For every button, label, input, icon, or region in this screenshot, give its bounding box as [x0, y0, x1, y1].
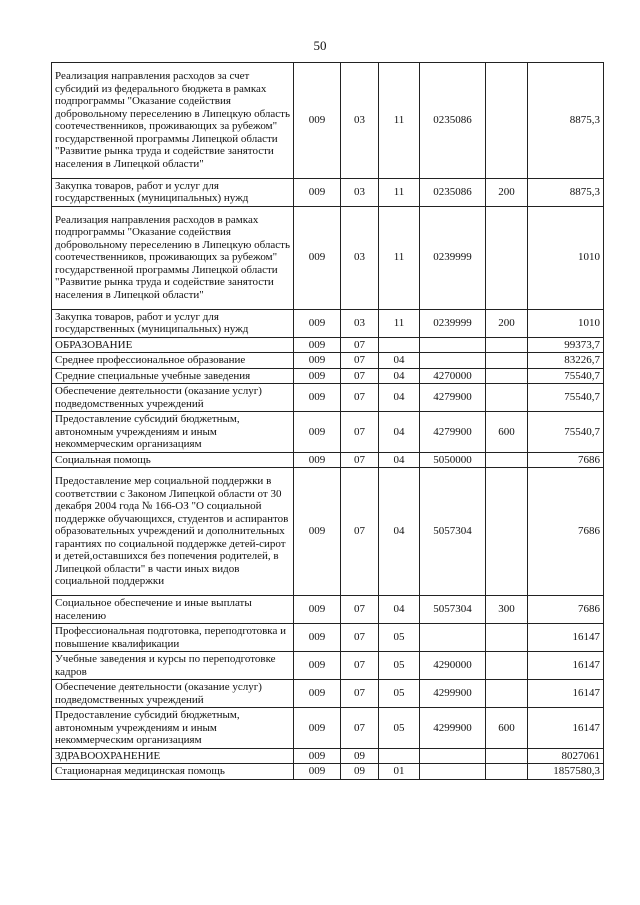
table-row: [52, 748, 604, 764]
row-ministry-code: 009: [294, 468, 341, 596]
table-row: [52, 309, 604, 337]
row-amount: 75540,7: [528, 368, 604, 384]
row-section-code: 07: [341, 452, 379, 468]
row-ministry-code: 009: [294, 384, 341, 412]
row-name: Закупка товаров, работ и услуг для государственных (муниципальных) нужд: [52, 178, 294, 206]
row-expense-type-code: [486, 63, 528, 179]
row-target-code: [420, 337, 486, 353]
table-row: [52, 368, 604, 384]
row-subsection-code: [379, 337, 420, 353]
row-target-code: [420, 748, 486, 764]
row-subsection-code: 05: [379, 680, 420, 708]
row-expense-type-code: 200: [486, 309, 528, 337]
row-expense-type-code: [486, 624, 528, 652]
row-target-code: 4279900: [420, 412, 486, 453]
row-subsection-code: 04: [379, 368, 420, 384]
row-subsection-code: 11: [379, 178, 420, 206]
table-row: [52, 764, 604, 780]
row-subsection-code: 04: [379, 384, 420, 412]
row-section-code: 03: [341, 206, 379, 309]
row-expense-type-code: [486, 468, 528, 596]
table-row: [52, 337, 604, 353]
row-section-code: 07: [341, 652, 379, 680]
row-section-code: 07: [341, 337, 379, 353]
row-amount: 16147: [528, 680, 604, 708]
row-ministry-code: 009: [294, 764, 341, 780]
row-ministry-code: 009: [294, 412, 341, 453]
row-subsection-code: 11: [379, 206, 420, 309]
row-section-code: 07: [341, 708, 379, 749]
row-amount: 8875,3: [528, 178, 604, 206]
row-subsection-code: 11: [379, 63, 420, 179]
row-name: Профессиональная подготовка, переподготовка и повышение квалификации: [52, 624, 294, 652]
row-expense-type-code: 600: [486, 412, 528, 453]
row-target-code: 4290000: [420, 652, 486, 680]
row-section-code: 07: [341, 680, 379, 708]
row-target-code: [420, 353, 486, 369]
row-expense-type-code: 200: [486, 178, 528, 206]
row-name: ЗДРАВООХРАНЕНИЕ: [52, 748, 294, 764]
row-expense-type-code: [486, 452, 528, 468]
row-amount: 1010: [528, 309, 604, 337]
row-target-code: 0239999: [420, 309, 486, 337]
row-name: Обеспечение деятельности (оказание услуг) подведомственных учреждений: [52, 384, 294, 412]
row-name: Реализация направления расходов в рамках подпрограммы "Оказание содействия добровольному переселению в Липецкую область соотечественников, проживающих за рубежом" государственной программы Липецкой области "Развитие рынка труда и содействие занятости населения в Липецкой области": [52, 206, 294, 309]
row-amount: 7686: [528, 596, 604, 624]
row-target-code: [420, 764, 486, 780]
row-ministry-code: 009: [294, 748, 341, 764]
row-section-code: 07: [341, 368, 379, 384]
row-section-code: 09: [341, 748, 379, 764]
table-row: [52, 624, 604, 652]
row-subsection-code: 01: [379, 764, 420, 780]
row-ministry-code: 009: [294, 652, 341, 680]
row-subsection-code: 05: [379, 624, 420, 652]
table-row: [52, 596, 604, 624]
row-target-code: 0235086: [420, 178, 486, 206]
row-section-code: 07: [341, 468, 379, 596]
row-expense-type-code: [486, 748, 528, 764]
row-target-code: 5057304: [420, 596, 486, 624]
row-amount: 8027061: [528, 748, 604, 764]
budget-table: [51, 62, 604, 780]
row-amount: 1857580,3: [528, 764, 604, 780]
row-ministry-code: 009: [294, 596, 341, 624]
row-name: Обеспечение деятельности (оказание услуг) подведомственных учреждений: [52, 680, 294, 708]
row-amount: 75540,7: [528, 384, 604, 412]
row-name: Закупка товаров, работ и услуг для государственных (муниципальных) нужд: [52, 309, 294, 337]
row-ministry-code: 009: [294, 624, 341, 652]
row-section-code: 07: [341, 596, 379, 624]
row-target-code: 0239999: [420, 206, 486, 309]
row-expense-type-code: 300: [486, 596, 528, 624]
page-number: 50: [313, 38, 327, 53]
row-amount: 99373,7: [528, 337, 604, 353]
row-expense-type-code: [486, 368, 528, 384]
row-subsection-code: 05: [379, 652, 420, 680]
row-subsection-code: 04: [379, 412, 420, 453]
row-name: Реализация направления расходов за счет субсидий из федерального бюджета в рамках подпрограммы "Оказание содействия добровольному переселению в Липецкую область соотечественников, проживающих за рубежом" государственной программы Липецкой области "Развитие рынка труда и содействие занятости населения в Липецкой области": [52, 63, 294, 179]
row-expense-type-code: 600: [486, 708, 528, 749]
row-ministry-code: 009: [294, 452, 341, 468]
row-amount: 7686: [528, 468, 604, 596]
row-expense-type-code: [486, 764, 528, 780]
row-target-code: 5050000: [420, 452, 486, 468]
row-section-code: 03: [341, 309, 379, 337]
table-row: [52, 452, 604, 468]
row-name: Средние специальные учебные заведения: [52, 368, 294, 384]
row-subsection-code: 04: [379, 452, 420, 468]
row-amount: 83226,7: [528, 353, 604, 369]
row-target-code: [420, 624, 486, 652]
table-row: [52, 63, 604, 179]
row-subsection-code: 04: [379, 353, 420, 369]
row-subsection-code: 11: [379, 309, 420, 337]
table-row: [52, 178, 604, 206]
row-amount: 1010: [528, 206, 604, 309]
row-amount: 16147: [528, 708, 604, 749]
row-section-code: 03: [341, 63, 379, 179]
table-row: [52, 206, 604, 309]
row-ministry-code: 009: [294, 178, 341, 206]
row-name: Предоставление субсидий бюджетным, автономным учреждениям и иным некоммерческим организациям: [52, 412, 294, 453]
row-name: ОБРАЗОВАНИЕ: [52, 337, 294, 353]
row-target-code: 4270000: [420, 368, 486, 384]
row-amount: 8875,3: [528, 63, 604, 179]
row-ministry-code: 009: [294, 206, 341, 309]
row-section-code: 07: [341, 353, 379, 369]
row-expense-type-code: [486, 337, 528, 353]
row-target-code: 0235086: [420, 63, 486, 179]
row-target-code: 4299900: [420, 708, 486, 749]
table-row: [52, 680, 604, 708]
row-name: Социальная помощь: [52, 452, 294, 468]
row-target-code: 4299900: [420, 680, 486, 708]
row-name: Социальное обеспечение и иные выплаты населению: [52, 596, 294, 624]
row-name: Учебные заведения и курсы по переподготовке кадров: [52, 652, 294, 680]
row-amount: 16147: [528, 652, 604, 680]
row-section-code: 03: [341, 178, 379, 206]
row-ministry-code: 009: [294, 708, 341, 749]
row-ministry-code: 009: [294, 680, 341, 708]
row-name: Среднее профессиональное образование: [52, 353, 294, 369]
row-name: Предоставление субсидий бюджетным, автономным учреждениям и иным некоммерческим организациям: [52, 708, 294, 749]
row-section-code: 07: [341, 624, 379, 652]
row-subsection-code: [379, 748, 420, 764]
row-expense-type-code: [486, 353, 528, 369]
row-expense-type-code: [486, 680, 528, 708]
row-subsection-code: 04: [379, 596, 420, 624]
row-target-code: 5057304: [420, 468, 486, 596]
row-ministry-code: 009: [294, 63, 341, 179]
row-section-code: 07: [341, 412, 379, 453]
row-ministry-code: 009: [294, 337, 341, 353]
row-expense-type-code: [486, 652, 528, 680]
row-subsection-code: 04: [379, 468, 420, 596]
table-row: [52, 384, 604, 412]
table-row: [52, 353, 604, 369]
row-name: Предоставление мер социальной поддержки в соответствии с Законом Липецкой области от 30 декабря 2004 года № 166-ОЗ "О социальной поддержке обучающихся, студентов и аспирантов образовательных учреждений и дополнительных гарантиях по социальной поддержке детей-сирот и детей,оставшихся без попечения родителей, в Липецкой области" в части иных видов социальной поддержки: [52, 468, 294, 596]
table-row: [52, 412, 604, 453]
table-row: [52, 652, 604, 680]
row-section-code: 07: [341, 384, 379, 412]
row-amount: 16147: [528, 624, 604, 652]
row-expense-type-code: [486, 206, 528, 309]
row-ministry-code: 009: [294, 309, 341, 337]
row-ministry-code: 009: [294, 368, 341, 384]
row-ministry-code: 009: [294, 353, 341, 369]
row-subsection-code: 05: [379, 708, 420, 749]
row-target-code: 4279900: [420, 384, 486, 412]
row-section-code: 09: [341, 764, 379, 780]
row-amount: 7686: [528, 452, 604, 468]
table-row: [52, 708, 604, 749]
row-expense-type-code: [486, 384, 528, 412]
row-amount: 75540,7: [528, 412, 604, 453]
row-name: Стационарная медицинская помощь: [52, 764, 294, 780]
table-row: [52, 468, 604, 596]
